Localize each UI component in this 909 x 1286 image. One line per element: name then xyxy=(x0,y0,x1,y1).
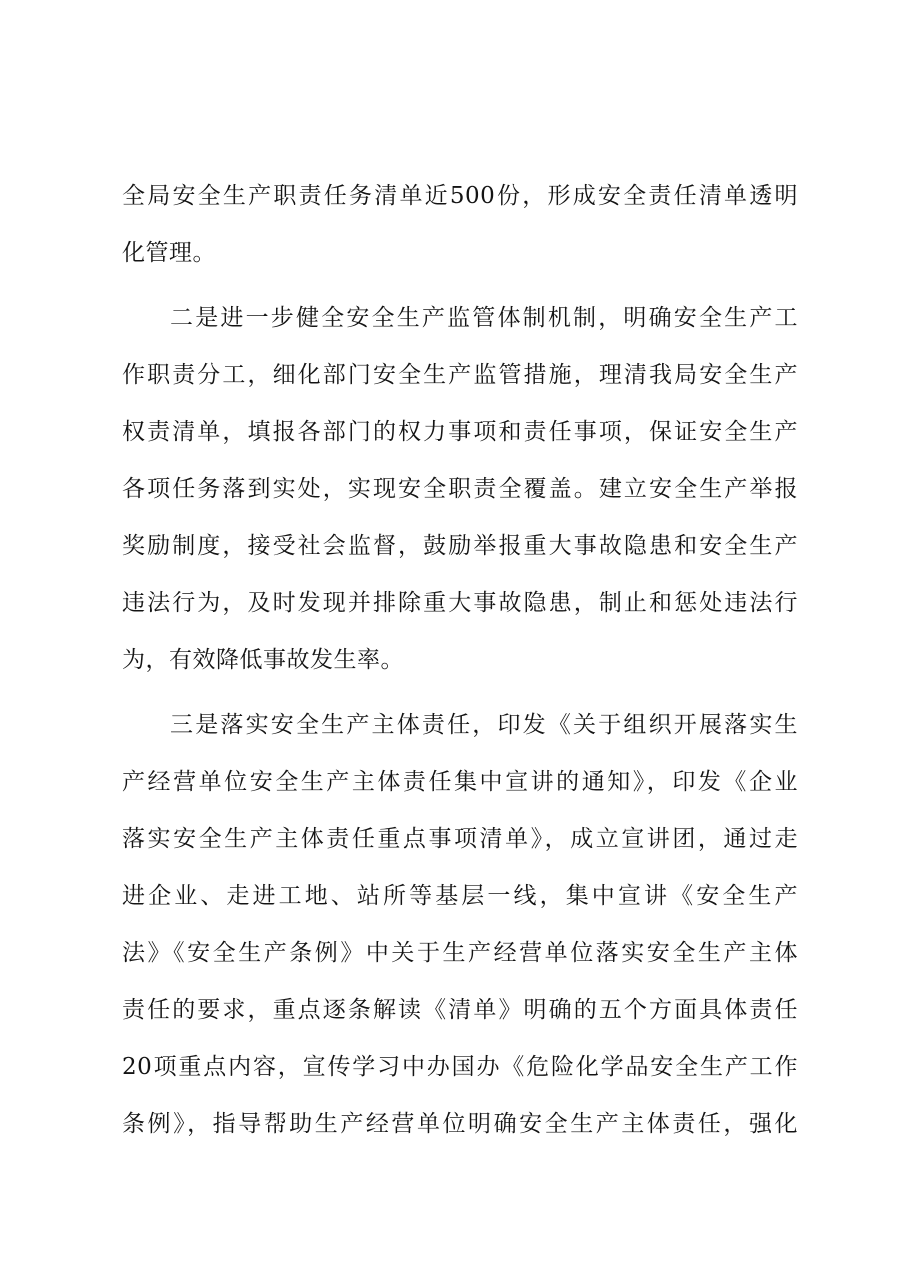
text-line: 三是落实安全生产主体责任，印发《关于组织开展落实生 xyxy=(170,712,798,738)
text-line: 责任的要求，重点逐条解读《清单》明确的五个方面具体责任 xyxy=(122,997,798,1023)
paragraph-2 xyxy=(122,290,798,689)
text-line: 法》《安全生产条例》中关于生产经营单位落实安全生产主体 xyxy=(122,940,798,966)
text-line: 二是进一步健全安全生产监管体制机制，明确安全生产工 xyxy=(170,305,798,331)
body-text xyxy=(122,168,798,1153)
text-line: 作职责分工，细化部门安全生产监管措施，理清我局安全生产 xyxy=(122,362,798,388)
text-line: 条例》，指导帮助生产经营单位明确安全生产主体责任，强化 xyxy=(122,1111,798,1137)
text-line: 进企业、走进工地、站所等基层一线，集中宣讲《安全生产 xyxy=(122,883,798,909)
text-line: 落实安全生产主体责任重点事项清单》，成立宣讲团，通过走 xyxy=(122,826,798,852)
text-line: 奖励制度，接受社会监督，鼓励举报重大事故隐患和安全生产 xyxy=(122,533,798,559)
text-line: 化管理。 xyxy=(122,240,216,266)
paragraph-3 xyxy=(122,697,798,1153)
text-line: 产经营单位安全生产主体责任集中宣讲的通知》，印发《企业 xyxy=(122,769,798,795)
text-line: 20项重点内容，宣传学习中办国办《危险化学品安全生产工作 xyxy=(122,1054,798,1080)
paragraph-1 xyxy=(122,168,798,282)
text-line: 为，有效降低事故发生率。 xyxy=(122,647,404,673)
text-line: 全局安全生产职责任务清单近500份，形成安全责任清单透明 xyxy=(122,183,798,209)
text-line: 权责清单，填报各部门的权力事项和责任事项，保证安全生产 xyxy=(122,419,798,445)
text-line: 违法行为，及时发现并排除重大事故隐患，制止和惩处违法行 xyxy=(122,590,798,616)
text-line: 各项任务落到实处，实现安全职责全覆盖。建立安全生产举报 xyxy=(122,476,798,502)
